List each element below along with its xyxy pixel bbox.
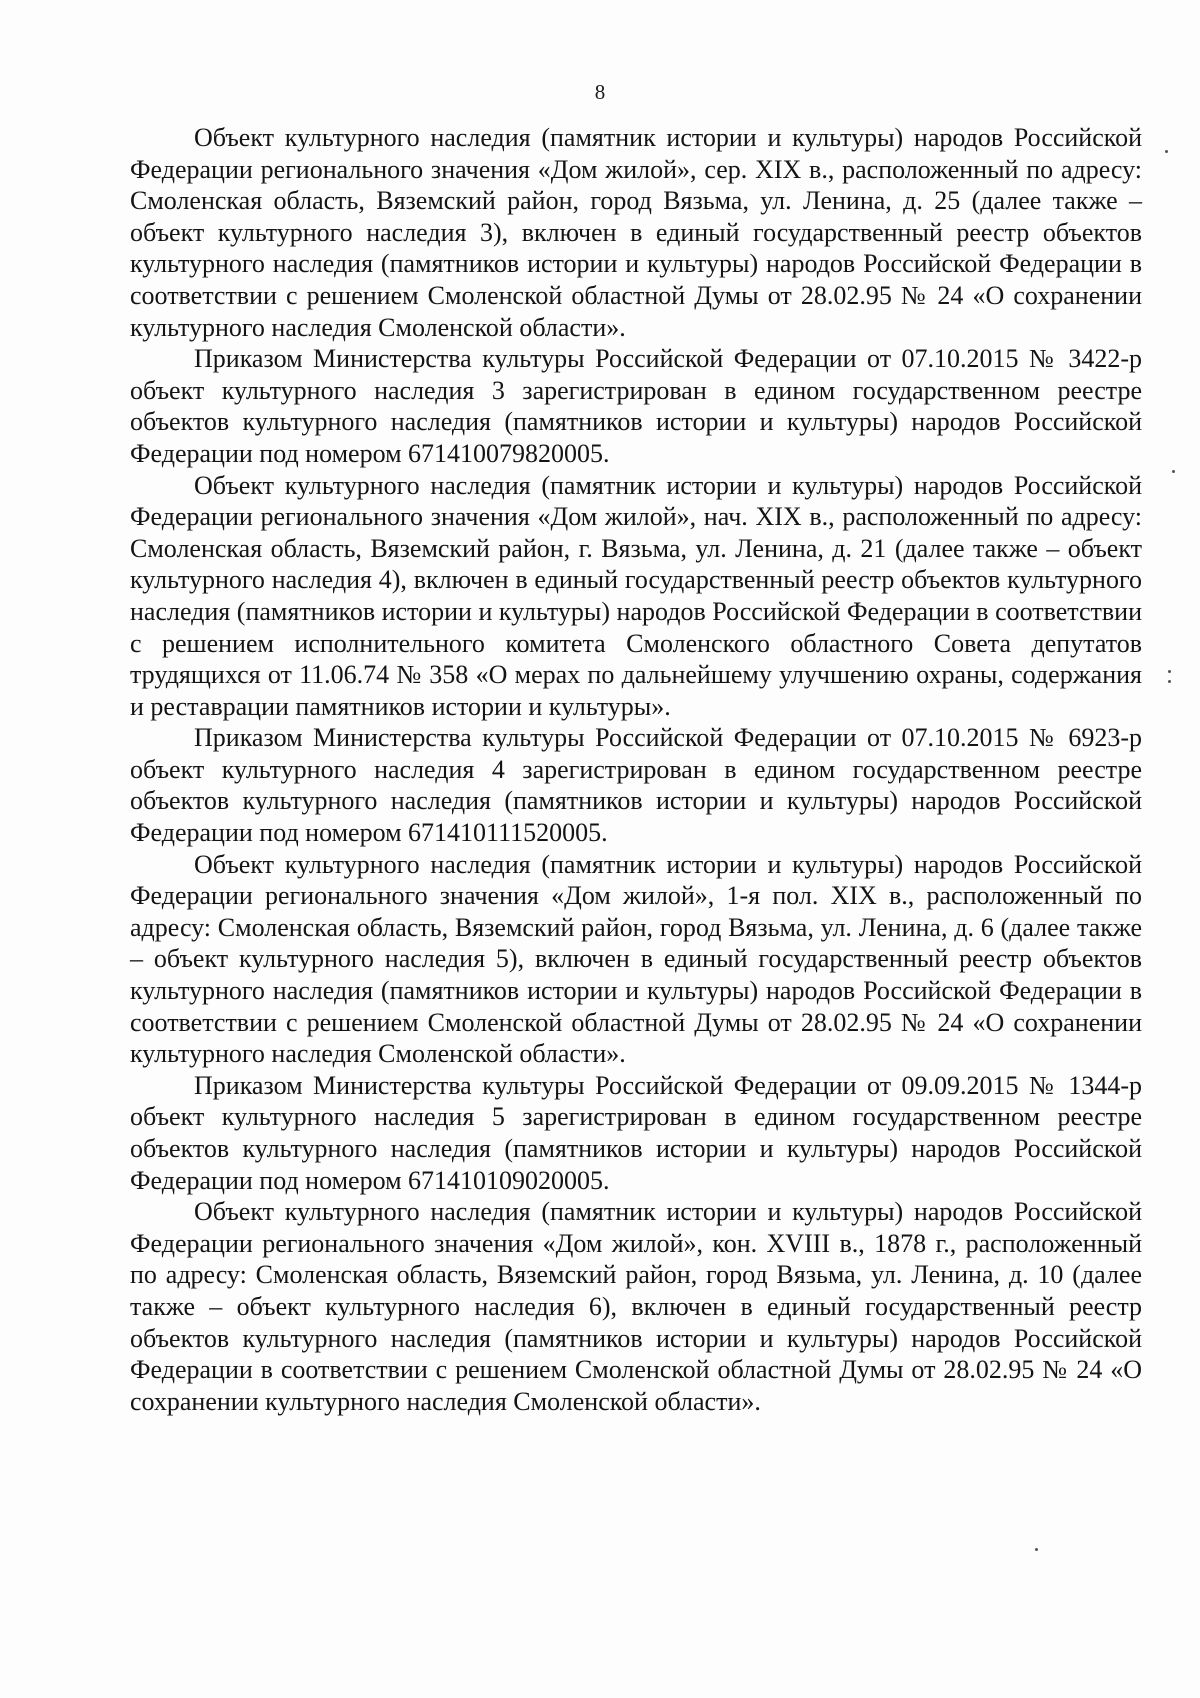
paragraph-order-6923: Приказом Министерства культуры Российской Федерации от 07.10.2015 № 6923-р объект культурного наследия 4 зарегистрирован в едином государственном реестре объектов культурного наследия (памятников истории и культуры) народов Российской Федерации под номером 671410111520005.	[130, 723, 1142, 848]
paragraph-heritage-object-6: Объект культурного наследия (памятник истории и культуры) народов Российской Федерации регионального значения «Дом жилой», кон. XVIII в., 1878 г., расположенный по адресу: Смоленская область, Вяземский район, город Вязьма, ул. Ленина, д. 10 (далее также – объект культурного наследия 6), включен в единый государственный реестр объектов культурного наследия (памятников истории и культуры) народов Российской Федерации в соответствии с решением Смоленской областной Думы от 28.02.95 № 24 «О сохранении культурного наследия Смоленской области».	[130, 1197, 1142, 1416]
page-number: 8	[594, 80, 606, 104]
paragraph-order-3422: Приказом Министерства культуры Российской Федерации от 07.10.2015 № 3422-р объект культурного наследия 3 зарегистрирован в едином государственном реестре объектов культурного наследия (памятников истории и культуры) народов Российской Федерации под номером 671410079820005.	[130, 344, 1142, 468]
paragraph-heritage-object-5: Объект культурного наследия (памятник истории и культуры) народов Российской Федерации регионального значения «Дом жилой», 1-я пол. XIX в., расположенный по адресу: Смоленская область, Вяземский район, город Вязьма, ул. Ленина, д. 6 (далее также – объект культурного наследия 5), включен в единый государственный реестр объектов культурного наследия (памятников истории и культуры) народов Российской Федерации в соответствии с решением Смоленской областной Думы от 28.02.95 № 24 «О сохранении культурного наследия Смоленской области».	[130, 849, 1142, 1069]
scan-artifact-dot	[1035, 1548, 1038, 1551]
paragraph-heritage-object-3: Объект культурного наследия (памятник истории и культуры) народов Российской Федерации регионального значения «Дом жилой», сер. XIX в., расположенный по адресу: Смоленская область, Вяземский район, город Вязьма, ул. Ленина, д. 25 (далее также – объект культурного наследия 3), включен в единый государственный реестр объектов культурного наследия (памятников истории и культуры) народов Российской Федерации в соответствии с решением Смоленской областной Думы от 28.02.95 № 24 «О сохранении культурного наследия Смоленской области».	[130, 123, 1142, 342]
scan-artifact-dot	[1168, 680, 1171, 683]
scan-artifact-dot	[1168, 670, 1171, 673]
scan-artifact-dot	[1165, 150, 1168, 153]
document-body	[130, 122, 1142, 1417]
paragraph-order-1344: Приказом Министерства культуры Российской Федерации от 09.09.2015 № 1344-р объект культурного наследия 5 зарегистрирован в едином государственном реестре объектов культурного наследия (памятников истории и культуры) народов Российской Федерации под номером 671410109020005.	[130, 1070, 1142, 1195]
scan-artifact-dot	[1172, 470, 1175, 473]
paragraph-heritage-object-4: Объект культурного наследия (памятник истории и культуры) народов Российской Федерации регионального значения «Дом жилой», нач. XIX в., расположенный по адресу: Смоленская область, Вяземский район, г. Вязьма, ул. Ленина, д. 21 (далее также – объект культурного наследия 4), включен в единый государственный реестр объектов культурного наследия (памятников истории и культуры) народов Российской Федерации в соответствии с решением исполнительного комитета Смоленского областного Совета депутатов трудящихся от 11.06.74 № 358 «О мерах по дальнейшему улучшению охраны, содержания и реставрации памятников истории и культуры».	[130, 470, 1142, 721]
